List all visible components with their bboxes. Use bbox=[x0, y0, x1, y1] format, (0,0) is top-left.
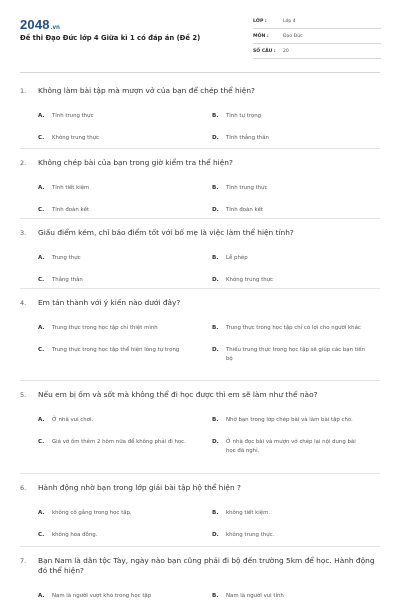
option-text: Tính trung thực bbox=[226, 185, 268, 191]
option-letter: A. bbox=[38, 185, 45, 191]
option-letter: A. bbox=[38, 593, 45, 599]
question-label: Em tán thành với ý kiến nào dưới đây? bbox=[38, 298, 181, 307]
option-letter: D. bbox=[212, 532, 219, 538]
question-text bbox=[0, 390, 400, 400]
option-text: Tính đoàn kết bbox=[52, 207, 90, 213]
option-letter: B. bbox=[212, 593, 219, 599]
info-value: Lớp 4 bbox=[283, 19, 296, 24]
option-letter: D. bbox=[212, 207, 219, 213]
option-letter: A. bbox=[38, 113, 45, 119]
info-key: SỐ CÂU : bbox=[253, 49, 276, 54]
option-text: Ở nhà đọc bài và mượn vở chép lại nội dung bài học đã nghỉ. bbox=[226, 439, 356, 454]
question-number: 6. bbox=[20, 484, 27, 492]
question-number: 1. bbox=[20, 87, 27, 95]
question-label: Hành động nhờ bạn trong lớp giải bài tập hộ thể hiện ? bbox=[38, 483, 241, 492]
question-label: Không làm bài tập mà mượn vở của bạn để chép thể hiện? bbox=[38, 86, 255, 95]
question-text bbox=[0, 158, 400, 168]
option-letter: B. bbox=[212, 417, 219, 423]
option-text: Không trung thực bbox=[52, 135, 100, 141]
option-letter: C. bbox=[38, 135, 45, 141]
question-text bbox=[0, 556, 400, 576]
option-text: Trung thực trong học tập thể hiện lòng tự trọng bbox=[52, 347, 180, 353]
question-text bbox=[0, 228, 400, 238]
info-row-class bbox=[253, 15, 381, 29]
question-number: 4. bbox=[20, 299, 27, 307]
question-3 bbox=[0, 228, 400, 283]
option-letter: B. bbox=[212, 113, 219, 119]
question-label: Không chép bài của bạn trong giờ kiểm tra thể hiện? bbox=[38, 158, 233, 167]
option-text: Thiếu trung thực trong học tập sẽ giúp các bạn tiến bộ bbox=[226, 347, 366, 362]
option-letter: B. bbox=[212, 185, 219, 191]
question-divider bbox=[20, 288, 380, 289]
option-text: không trung thực. bbox=[226, 532, 275, 538]
exam-info bbox=[253, 15, 381, 60]
option-letter: A. bbox=[38, 510, 45, 516]
option-letter: C. bbox=[38, 532, 45, 538]
page-header bbox=[0, 0, 400, 72]
option-text: Trung thực trong học tập chỉ có lợi cho người khác bbox=[226, 325, 361, 331]
site-logo[interactable] bbox=[20, 17, 60, 32]
option-text: Giả vờ ốm thêm 2 hôm nữa để không phải đi học. bbox=[52, 439, 186, 445]
question-text bbox=[0, 298, 400, 308]
question-divider bbox=[20, 380, 380, 381]
header-divider bbox=[20, 72, 380, 73]
option-text: Trung thực bbox=[52, 255, 81, 261]
option-letter: A. bbox=[38, 417, 45, 423]
question-divider bbox=[20, 546, 380, 547]
option-text: không hòa đồng. bbox=[52, 532, 98, 538]
question-4 bbox=[0, 298, 400, 362]
question-number: 5. bbox=[20, 391, 27, 399]
question-text bbox=[0, 483, 400, 493]
info-value: 20 bbox=[283, 49, 289, 54]
question-number: 7. bbox=[20, 557, 27, 565]
option-text: Thẳng thắn bbox=[52, 277, 83, 283]
question-2 bbox=[0, 158, 400, 213]
option-text: Tính thẳng thắn bbox=[226, 135, 269, 141]
option-text: Nhờ bạn trong lớp chép bài và làm bài tập cho. bbox=[226, 417, 353, 423]
question-label: Bạn Nam là dân tộc Tày, ngày nào bạn cũng phải đi bộ đến trường 5km để học. Hành động đó thể hiện? bbox=[38, 556, 375, 575]
question-6 bbox=[0, 483, 400, 538]
option-text: Ở nhà vui chơi. bbox=[52, 417, 94, 423]
option-text: Trung thực trong học tập chỉ thiệt mình bbox=[52, 325, 158, 331]
option-letter: C. bbox=[38, 439, 45, 445]
option-letter: C. bbox=[38, 277, 45, 283]
option-text: Nam là người vượt khó trong học tập bbox=[52, 593, 152, 599]
option-letter: D. bbox=[212, 439, 219, 445]
info-row-count bbox=[253, 45, 381, 59]
question-5 bbox=[0, 390, 400, 454]
question-1 bbox=[0, 86, 400, 141]
option-letter: D. bbox=[212, 277, 219, 283]
option-letter: A. bbox=[38, 255, 45, 261]
logo-main: 2048 bbox=[20, 17, 50, 32]
option-text: không tiết kiệm. bbox=[226, 510, 271, 516]
option-text: Tính đoàn kết bbox=[226, 207, 264, 213]
question-number: 3. bbox=[20, 229, 27, 237]
info-value: Đạo Đức bbox=[283, 34, 303, 39]
question-label: Giấu điểm kém, chỉ báo điểm tốt với bố mẹ là việc làm thể hiện tính? bbox=[38, 228, 294, 237]
option-text: Lễ phép bbox=[226, 255, 248, 261]
option-letter: C. bbox=[38, 207, 45, 213]
option-text: Không trung thực bbox=[226, 277, 274, 283]
option-letter: C. bbox=[38, 347, 45, 353]
logo-sub: .vn bbox=[50, 25, 61, 31]
question-label: Nếu em bị ốm và sốt mà không thể đi học được thì em sẽ làm như thế nào? bbox=[38, 390, 318, 399]
info-row-subject bbox=[253, 30, 381, 44]
question-7 bbox=[0, 556, 400, 599]
question-text bbox=[0, 86, 400, 96]
question-divider bbox=[20, 218, 380, 219]
info-key: LỚP : bbox=[253, 19, 267, 24]
option-letter: B. bbox=[212, 510, 219, 516]
exam-title: Đề thi Đạo Đức lớp 4 Giữa kì 1 có đáp án (Đề 2) bbox=[20, 34, 201, 42]
option-letter: D. bbox=[212, 135, 219, 141]
option-letter: B. bbox=[212, 255, 219, 261]
question-divider bbox=[20, 473, 380, 474]
option-text: Tính tự trọng bbox=[226, 113, 262, 119]
question-divider bbox=[20, 148, 380, 149]
option-letter: D. bbox=[212, 347, 219, 353]
option-letter: B. bbox=[212, 325, 219, 331]
question-number: 2. bbox=[20, 159, 27, 167]
option-letter: A. bbox=[38, 325, 45, 331]
option-text: không cố gắng trong học tập. bbox=[52, 510, 132, 516]
option-text: Tính trung thực bbox=[52, 113, 94, 119]
option-text: Nam là người vui tính bbox=[226, 593, 284, 599]
info-key: MÔN : bbox=[253, 34, 269, 39]
option-text: Tính tiết kiệm bbox=[52, 185, 90, 191]
